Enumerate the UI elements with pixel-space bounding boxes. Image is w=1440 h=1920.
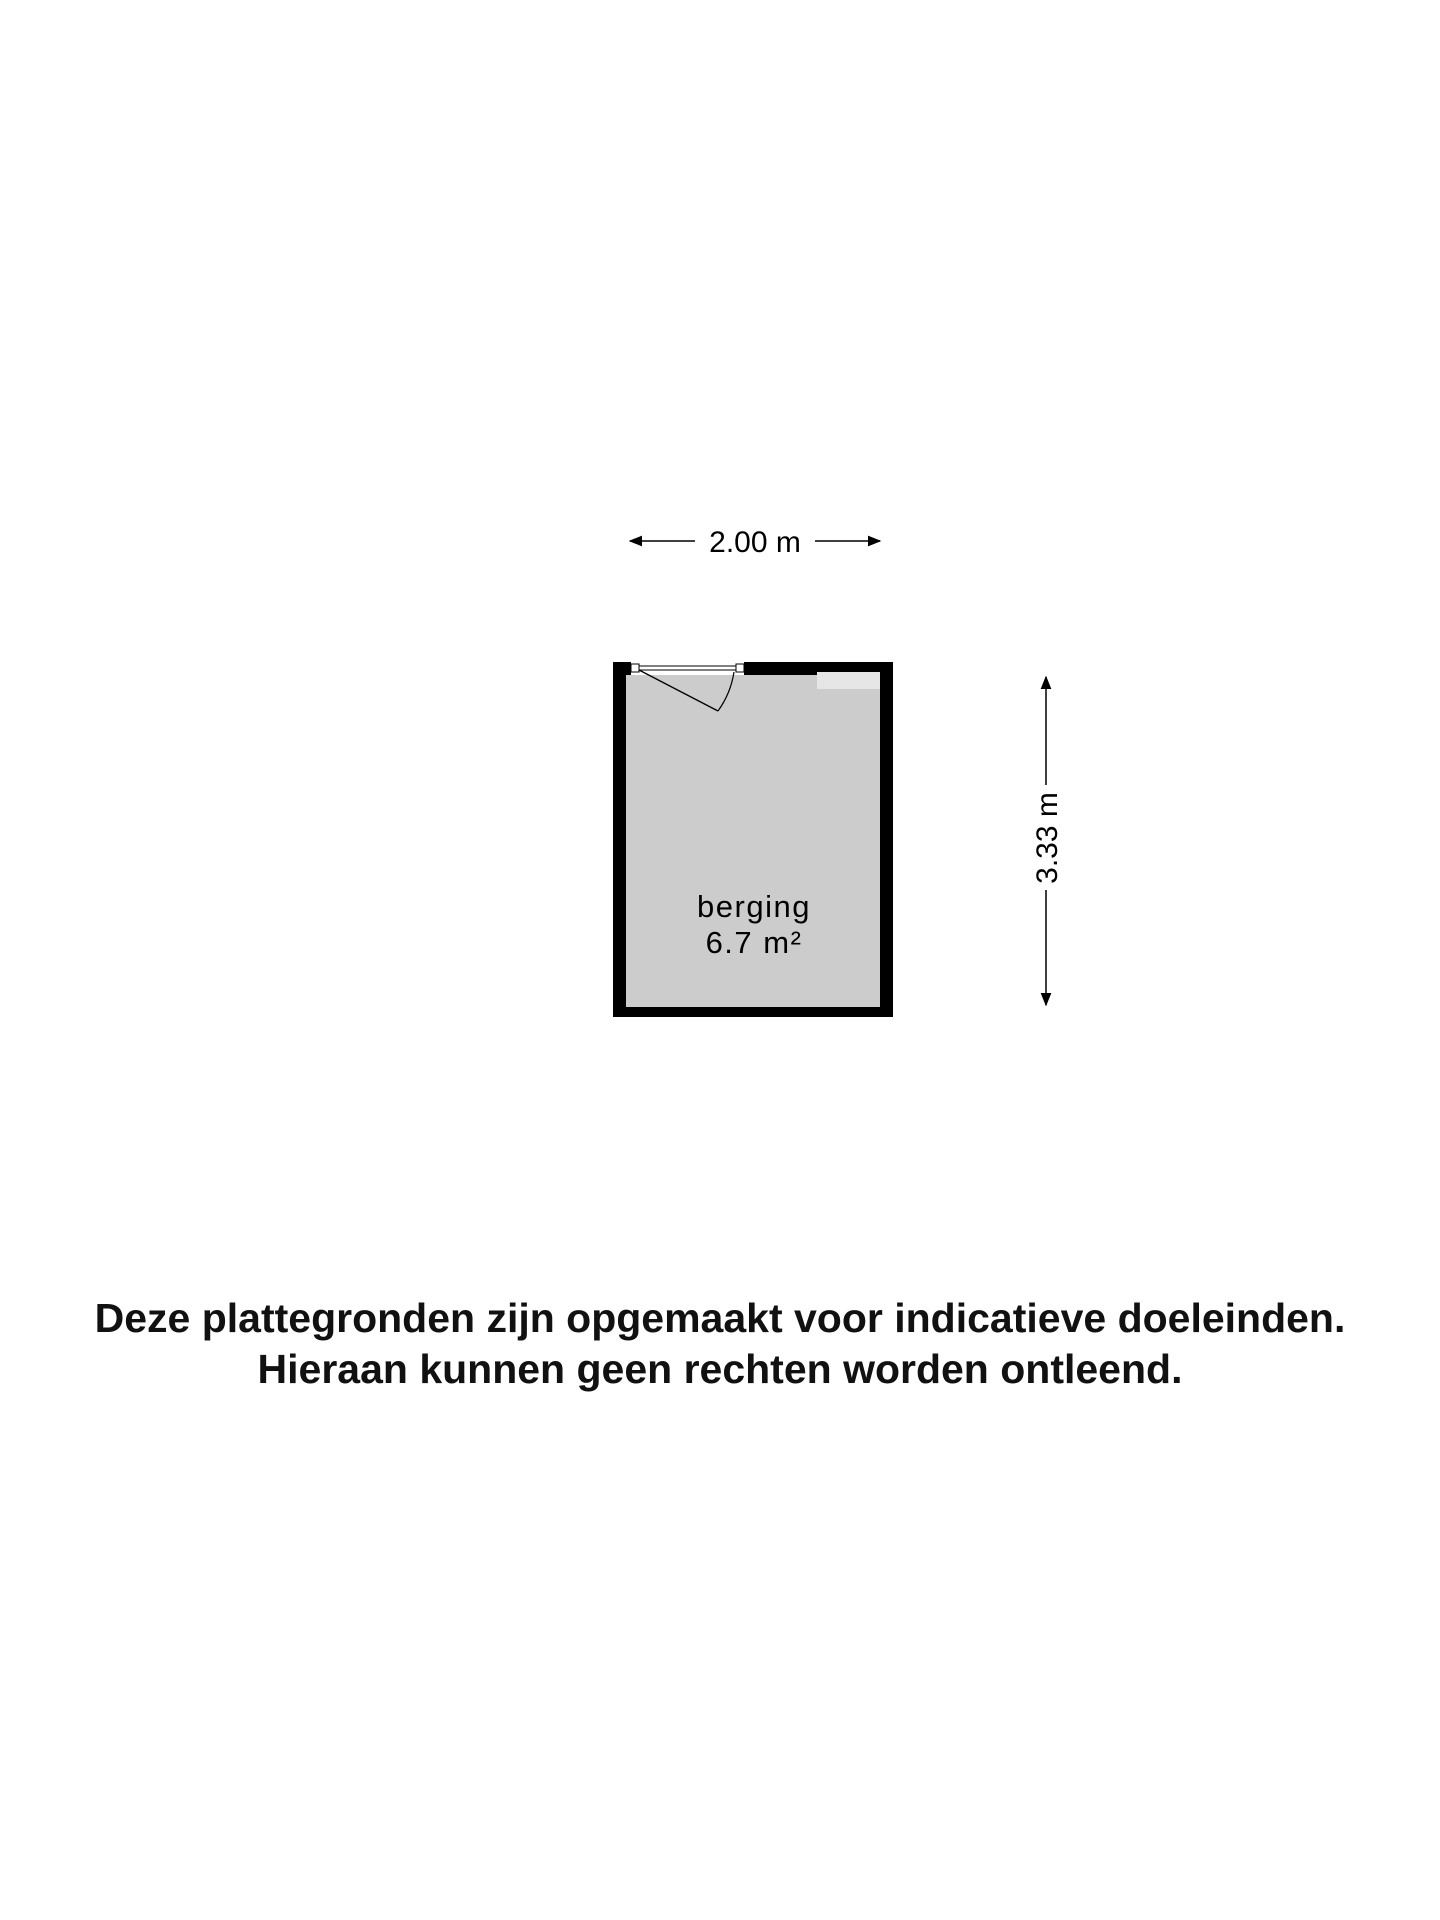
height-dimension	[1031, 677, 1064, 1005]
room-name: berging	[697, 889, 811, 924]
disclaimer-line-1: Deze plattegronden zijn opgemaakt voor indicatieve doeleinden.	[94, 1295, 1346, 1341]
width-dimension	[630, 526, 880, 559]
shelf	[817, 672, 880, 689]
disclaimer-line-2: Hieraan kunnen geen rechten worden ontleend.	[257, 1346, 1183, 1392]
room-area: 6.7 m²	[705, 925, 803, 960]
height-label: 3.33 m	[1031, 792, 1064, 884]
width-label: 2.00 m	[709, 526, 801, 559]
